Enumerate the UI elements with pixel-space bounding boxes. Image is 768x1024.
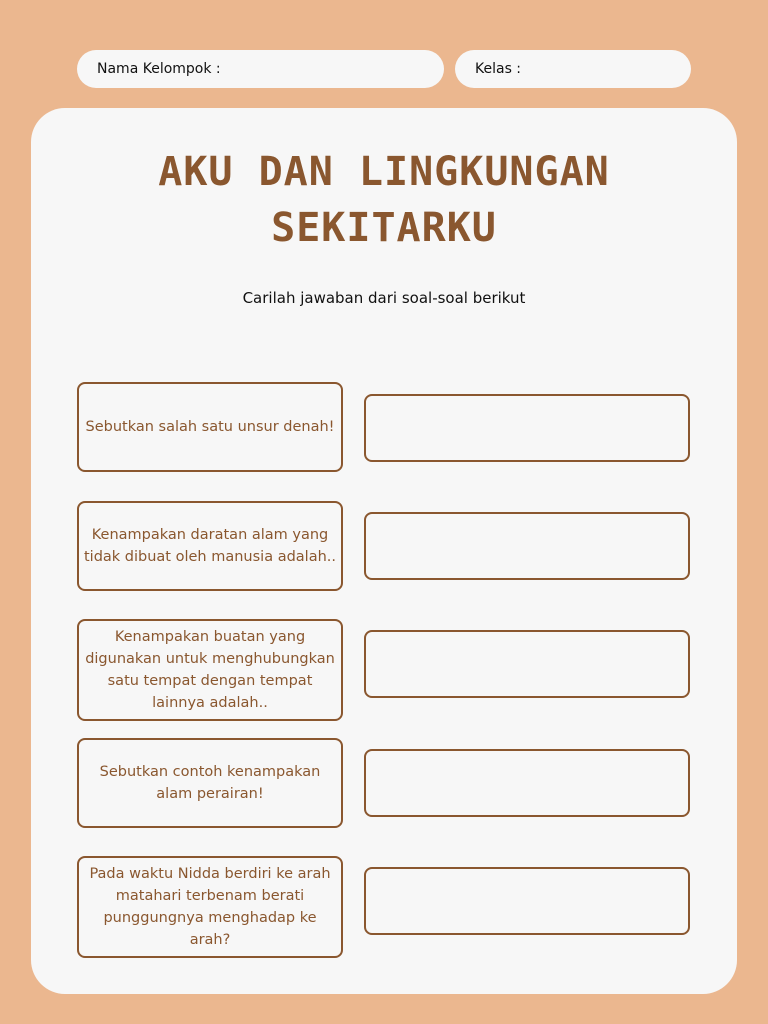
page-title bbox=[31, 144, 737, 256]
answer-box-3[interactable] bbox=[364, 630, 690, 698]
class-field[interactable] bbox=[455, 50, 691, 88]
question-box-5 bbox=[77, 856, 343, 958]
question-box-2 bbox=[77, 501, 343, 591]
answer-box-1[interactable] bbox=[364, 394, 690, 462]
question-text: Pada waktu Nidda berdiri ke arah matahari terbenam berati punggungnya menghadap ke arah? bbox=[89, 866, 331, 948]
question-text: Kenampakan daratan alam yang tidak dibuat oleh manusia adalah.. bbox=[83, 527, 336, 565]
answer-box-5[interactable] bbox=[364, 867, 690, 935]
title-line-1: AKU DAN LINGKUNGAN bbox=[158, 149, 610, 195]
group-name-field[interactable] bbox=[77, 50, 444, 88]
title-line-2: SEKITARKU bbox=[271, 205, 497, 251]
instruction-text: Carilah jawaban dari soal-soal berikut bbox=[242, 289, 526, 307]
question-text: Kenampakan buatan yang digunakan untuk menghubungkan satu tempat dengan tempat lainnya adalah.. bbox=[85, 629, 335, 711]
answer-box-4[interactable] bbox=[364, 749, 690, 817]
question-box-4 bbox=[77, 738, 343, 828]
group-name-label: Nama Kelompok : bbox=[97, 61, 221, 77]
worksheet-card bbox=[31, 108, 737, 994]
question-text: Sebutkan contoh kenampakan alam perairan! bbox=[99, 764, 321, 802]
answer-box-2[interactable] bbox=[364, 512, 690, 580]
question-box-3 bbox=[77, 619, 343, 721]
class-label: Kelas : bbox=[475, 61, 522, 77]
question-box-1 bbox=[77, 382, 343, 472]
question-text: Sebutkan salah satu unsur denah! bbox=[85, 419, 335, 435]
